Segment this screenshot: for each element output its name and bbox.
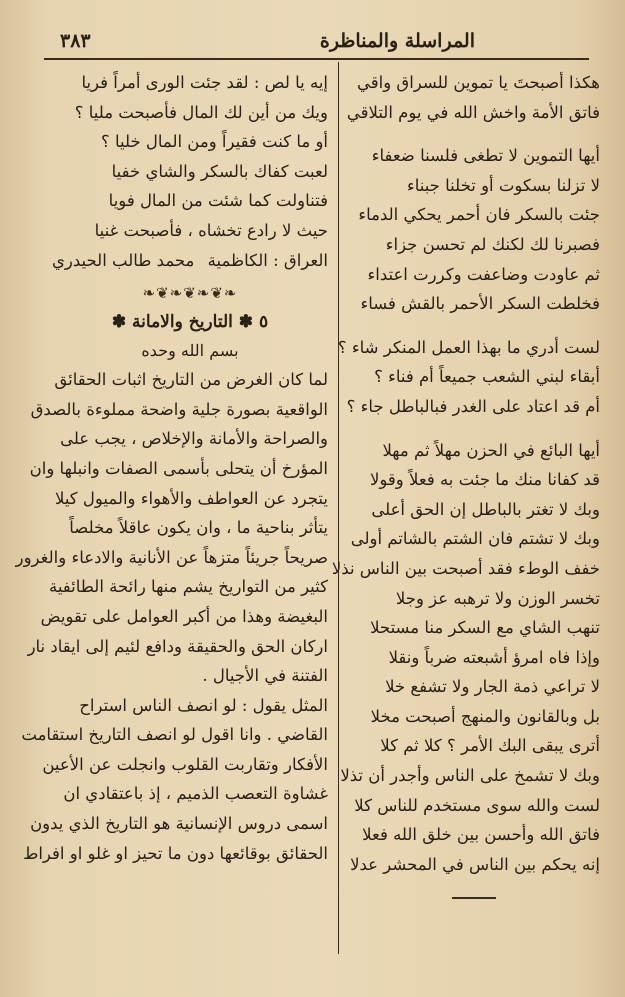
verse-line: ثم عاودت وضاعفت وكررت اعتداء bbox=[367, 264, 600, 284]
verse-line: أيها التموين لا تطغى فلسنا ضعفاء bbox=[371, 146, 600, 166]
text-line: المثل يقول : لو انصف الناس استراح bbox=[79, 695, 328, 715]
poem-stanza-4 bbox=[331, 436, 600, 880]
text-line: الفتنة في الأجيال . bbox=[202, 666, 328, 686]
verse-line: وإذا فاه امرؤ أشبعته ضرباً ونقلا bbox=[388, 647, 600, 667]
text-line: اركان الحق والحقيقة ودافع لئيم إلى ايقاد نار bbox=[27, 636, 328, 656]
page-number: ٣٨٣ bbox=[60, 30, 91, 52]
signature-name: محمد طالب الحيدري bbox=[52, 250, 195, 270]
text-line: غشاوة التعصب الذميم ، إذ باعتقادي ان bbox=[63, 784, 328, 804]
text-line: صريحاً جريئاً متزهاً عن الأنانية والادعاء والغرور bbox=[15, 547, 328, 567]
verse-line: أو ما كنت فقيراً ومن المال خليا ؟ bbox=[100, 132, 328, 152]
verse-line: وبك لا تغتر بالباطل إن الحق أعلى bbox=[371, 499, 600, 519]
text-line: يتأثر بناحية ما ، وان يكون عاقلاً مخلصاً bbox=[69, 518, 328, 538]
poem-stanza-1 bbox=[348, 68, 600, 127]
verse-line: فاتق الله وأحسن بين خلق الله فعلا bbox=[362, 825, 600, 845]
right-column bbox=[331, 68, 600, 899]
verse-line: أبقاء لبني الشعب جميعاً أم فناء ؟ bbox=[374, 367, 600, 387]
verse-line: قد كفانا منك ما جئت به فعلاً وقولا bbox=[369, 470, 600, 490]
left-column bbox=[15, 68, 328, 868]
text-line: الواقعية بصورة جلية واضحة مملوءة بالصدق bbox=[30, 399, 328, 419]
verse-line: هكذا أصبحتَ يا تموين للسراق واقي bbox=[356, 73, 600, 92]
verse-line: أم قد اعتاد على الغدر فبالباطل جاء ؟ bbox=[346, 396, 600, 416]
page-header bbox=[60, 28, 585, 60]
verse-line: خفف الوطء فقد أصبحت بين الناس نذلا bbox=[331, 558, 600, 578]
verse-line: لست أدري ما بهذا العمل المنكر شاء ؟ bbox=[337, 337, 600, 357]
verse-line: بل وبالقانون والمنهج أصبحت مخلا bbox=[370, 706, 600, 726]
signature-place: العراق : الكاظمية bbox=[207, 250, 328, 270]
verse-line: لعبت كفاك بالسكر والشاي خفيا bbox=[111, 161, 328, 181]
text-line: كثير من التواريخ يشم منها رائحة الطائفية bbox=[48, 577, 328, 597]
verse-line: لا تراعي ذمة الجار ولا تشفع خلا bbox=[385, 677, 600, 697]
column-divider bbox=[338, 62, 339, 954]
end-rule bbox=[452, 897, 496, 899]
author-signature bbox=[52, 246, 328, 276]
paragraph-1 bbox=[15, 365, 328, 691]
header-rule bbox=[44, 58, 589, 60]
verse-line: تخسر الوزن ولا ترهبه عز وجلا bbox=[395, 588, 600, 608]
verse-line: لست والله سوى مستخدم للناس كلا bbox=[354, 795, 600, 815]
verse-line: لا تزلنا بسكوت أو تخلنا جبناء bbox=[406, 175, 600, 195]
verse-line: فاتق الأمة واخش الله في يوم التلاقي bbox=[346, 102, 600, 122]
text-line: الحقائق بوقائعها دون ما تحيز او غلو او افراط bbox=[23, 843, 328, 863]
verse-line: أيها البائع في الحزن مهلاً ثم مهلا bbox=[382, 440, 600, 460]
text-line: المؤرخ أن يتحلى بأسمى الصفات وانبلها وان bbox=[29, 458, 328, 478]
poem-ending bbox=[52, 68, 328, 246]
verse-line: إنه يحكم بين الناس في المحشر عدلا bbox=[350, 854, 600, 874]
verse-line: فخلطت السكر الأحمر بالقش فساء bbox=[360, 294, 600, 314]
section-ornament: ❧❦❧❦❧❦❧ bbox=[142, 284, 238, 303]
text-line: البغيضة وهذا من أكبر العوامل على تقويض bbox=[40, 606, 328, 626]
text-line: لما كان الغرض من التاريخ اثبات الحقائق bbox=[54, 370, 328, 390]
text-line: القاضي . وانا اقول لو انصف التاريخ استقامت bbox=[21, 725, 328, 745]
text-line: اسمى دروس الإنسانية هو التاريخ الذي يدون bbox=[30, 814, 328, 834]
text-line: والصراحة والأمانة والإخلاص ، يجب على bbox=[60, 429, 328, 449]
verse-line: فتناولت كما شئت من المال فويا bbox=[108, 191, 328, 211]
paragraph-2 bbox=[21, 691, 328, 869]
article-heading: ٥ ✽ التاريخ والامانة ✽ bbox=[111, 312, 269, 333]
running-title: المراسلة والمناظرة bbox=[319, 30, 475, 52]
verse-line: ويك من أين لك المال فأصبحت مليا ؟ bbox=[74, 102, 328, 122]
text-line: الأفكار وتقاربت القلوب وانجلت عن الأعين bbox=[42, 754, 328, 774]
poem-stanza-3 bbox=[337, 333, 600, 422]
poem-stanza-2 bbox=[348, 141, 600, 319]
verse-line: فصبرنا لك لكنك لم تحسن جزاء bbox=[385, 234, 600, 254]
basmala: بسم الله وحده bbox=[141, 341, 239, 361]
verse-line: تنهب الشاي مع السكر منا مستحلا bbox=[370, 618, 600, 638]
verse-line: وبك لا تشتم فان الشتم بالشاتم أولى bbox=[350, 529, 600, 549]
verse-line: وبك لا تشمخ على الناس وأجدر أن تذلا bbox=[340, 766, 600, 786]
verse-line: حيث لا رادع تخشاه ، فأصبحت غنيا bbox=[94, 220, 328, 240]
verse-line: إيه يا لص : لقد جئت الورى أمراً فريا bbox=[81, 73, 328, 92]
text-line: يتجرد عن العواطف والأهواء والميول كيلا bbox=[54, 488, 328, 508]
verse-line: أترى يبقى البك الأمر ؟ كلا ثم كلا bbox=[380, 736, 600, 756]
verse-line: جئت بالسكر فان أحمر يحكي الدماء bbox=[358, 205, 600, 225]
